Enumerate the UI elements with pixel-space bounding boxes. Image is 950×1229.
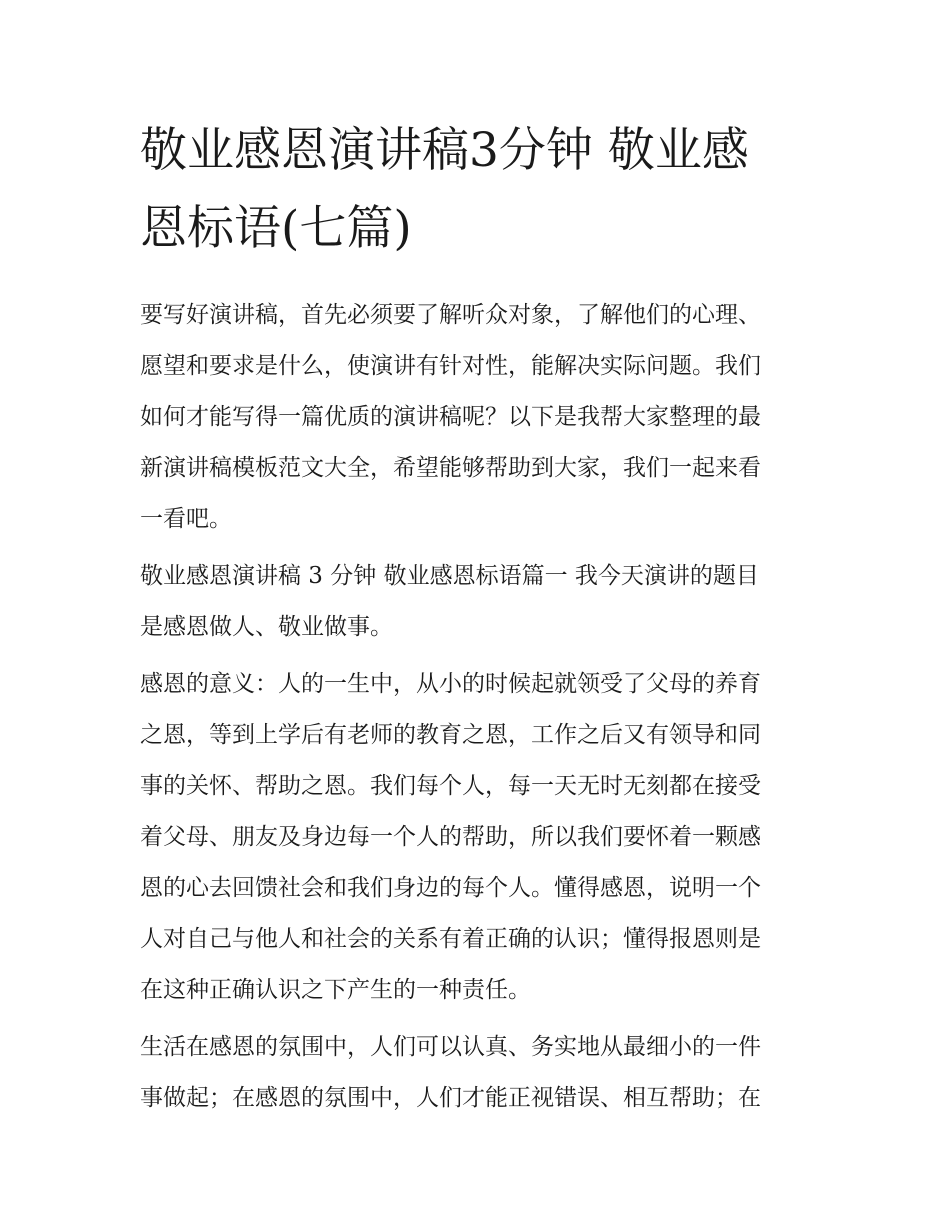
section-heading-paragraph: 敬业感恩演讲稿 3 分钟 敬业感恩标语篇一 我今天演讲的题目 是感恩做人、敬业做事。 xyxy=(140,563,759,640)
title-line-1: 敬业感恩演讲稿3分钟 敬业感 xyxy=(140,123,749,178)
body-paragraph: 生活在感恩的氛围中，人们可以认真、务实地从最细小的一件 事做起；在感恩的氛围中，人们才能正视错误、相互帮助；在 xyxy=(140,1034,761,1111)
document-page xyxy=(140,112,812,1130)
document-title xyxy=(140,112,812,268)
body-paragraph: 感恩的意义：人的一生中，从小的时候起就领受了父母的养育 之恩，等到上学后有老师的教育之恩，工作之后又有领导和同 事的关怀、帮助之恩。我们每个人，每一天无时无刻都在接受 着父母、朋友及身边每一个人的帮助，所以我们要怀着一颗感 恩的心去回馈社会和我们身边的每个人。懂得感恩，说明一个 人对自己与他人和社会的关系有着正确的认识；懂得报恩则是 在这种正确认识之下产生的一种责任。 xyxy=(140,671,761,1003)
title-line-2: 恩标语(七篇) xyxy=(140,201,412,256)
intro-paragraph: 要写好演讲稿，首先必须要了解听众对象，了解他们的心理、 愿望和要求是什么，使演讲有针对性，能解决实际问题。我们 如何才能写得一篇优质的演讲稿呢？以下是我帮大家整理的最 新演讲稿模板范文大全，希望能够帮助到大家，我们一起来看 一看吧。 xyxy=(140,302,761,532)
